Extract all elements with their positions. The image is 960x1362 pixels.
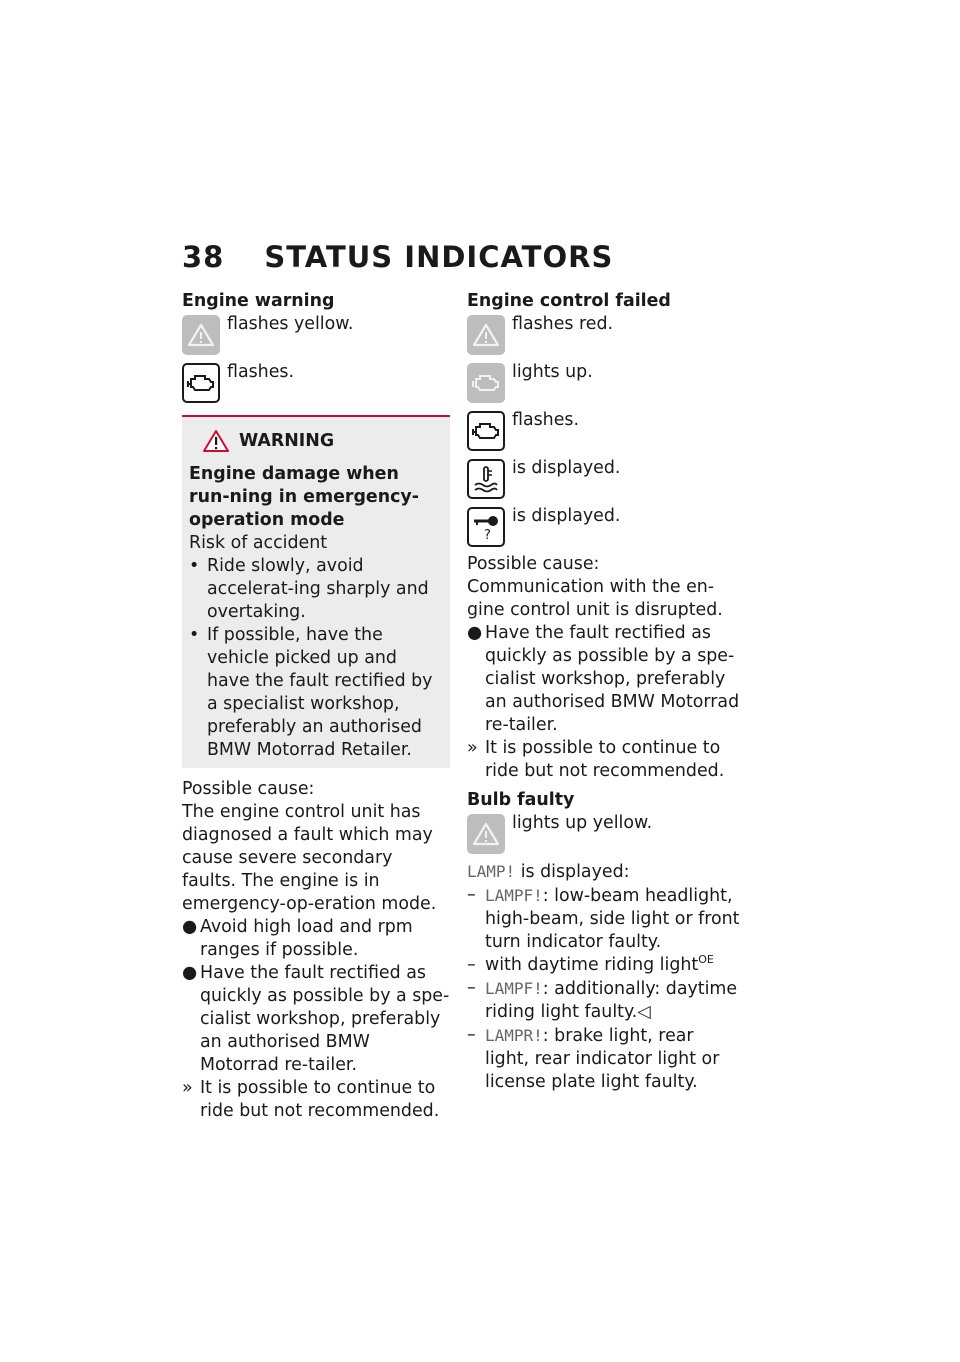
indicator-text: is displayed.	[512, 506, 621, 526]
page-number: 38	[182, 240, 225, 274]
engine-icon	[467, 363, 505, 403]
indicator-text: flashes yellow.	[227, 314, 354, 334]
warning-triangle-icon	[467, 315, 505, 355]
engine-icon	[467, 411, 505, 451]
indicator-row	[182, 363, 450, 403]
list-item: – LAMPF!: additionally: daytime riding light faulty.◁	[467, 978, 738, 1022]
list-item: ● Avoid high load and rpm ranges if possible.	[182, 917, 413, 960]
indicator-row	[467, 459, 742, 499]
indicator-text: is displayed.	[512, 458, 621, 478]
left-column	[182, 290, 450, 1123]
indicator-text: flashes.	[227, 362, 294, 382]
list-item: ● Have the fault rectified as quickly as possible by a spe-cialist workshop, preferably an authorised BMW Motorrad re-tailer.	[182, 963, 450, 1075]
list-item: • If possible, have the vehicle picked up and have the fault rectified by a specialist workshop, preferably an authorised BMW Motorrad Retailer.	[189, 625, 433, 760]
coolant-temperature-icon	[467, 459, 505, 499]
bulb-faulty-heading: Bulb faulty	[467, 790, 575, 810]
list-item: – LAMPF!: low-beam headlight, high-beam, side light or front turn indicator faulty.	[467, 885, 740, 952]
warning-header	[203, 429, 443, 453]
warning-triangle-icon	[203, 429, 229, 453]
indicator-text: lights up.	[512, 362, 593, 382]
section-title: STATUS INDICATORS	[264, 240, 614, 274]
svg-text:?: ?	[484, 528, 491, 541]
list-item: » It is possible to continue to ride but not recommended.	[182, 1078, 440, 1121]
warning-risk: Risk of accident	[189, 533, 328, 553]
warning-triangle-icon	[182, 315, 220, 355]
display-line: LAMP! is displayed:	[467, 862, 630, 882]
indicator-row	[182, 315, 450, 355]
cause-label: Possible cause:	[182, 779, 315, 799]
indicator-row	[467, 315, 742, 355]
warning-triangle-icon	[467, 814, 505, 854]
list-item: – LAMPR!: brake light, rear light, rear indicator light or license plate light faulty.	[467, 1025, 720, 1092]
list-item: – with daytime riding light$^{OE}$	[467, 953, 714, 975]
cause-label: Possible cause:	[467, 554, 600, 574]
warning-subject: Engine damage when run-ning in emergency-operation mode	[189, 464, 419, 530]
indicator-text: lights up yellow.	[512, 813, 653, 833]
indicator-row	[467, 507, 742, 547]
cause-text: Communication with the en-gine control unit is disrupted.	[467, 577, 723, 620]
engine-control-heading: Engine control failed	[467, 291, 671, 311]
cause-text: The engine control unit has diagnosed a fault which may cause severe secondary faults. The engine is in emergency-op-eration mode.	[182, 802, 437, 914]
list-item: • Ride slowly, avoid accelerat-ing sharply and overtaking.	[189, 556, 429, 622]
indicator-text: flashes red.	[512, 314, 614, 334]
right-column	[467, 290, 742, 1094]
warning-box	[182, 415, 450, 768]
warning-title: WARNING	[239, 431, 335, 451]
indicator-row	[467, 814, 742, 854]
engine-icon	[182, 363, 220, 403]
key-question-icon	[467, 507, 505, 547]
indicator-row	[467, 363, 742, 403]
engine-warning-heading: Engine warning	[182, 291, 335, 311]
list-item: » It is possible to continue to ride but not recommended.	[467, 738, 725, 781]
page-header	[182, 240, 613, 280]
indicator-text: flashes.	[512, 410, 579, 430]
indicator-row	[467, 411, 742, 451]
list-item: ● Have the fault rectified as quickly as possible by a spe-cialist workshop, preferably an authorised BMW Motorrad re-tailer.	[467, 623, 740, 735]
